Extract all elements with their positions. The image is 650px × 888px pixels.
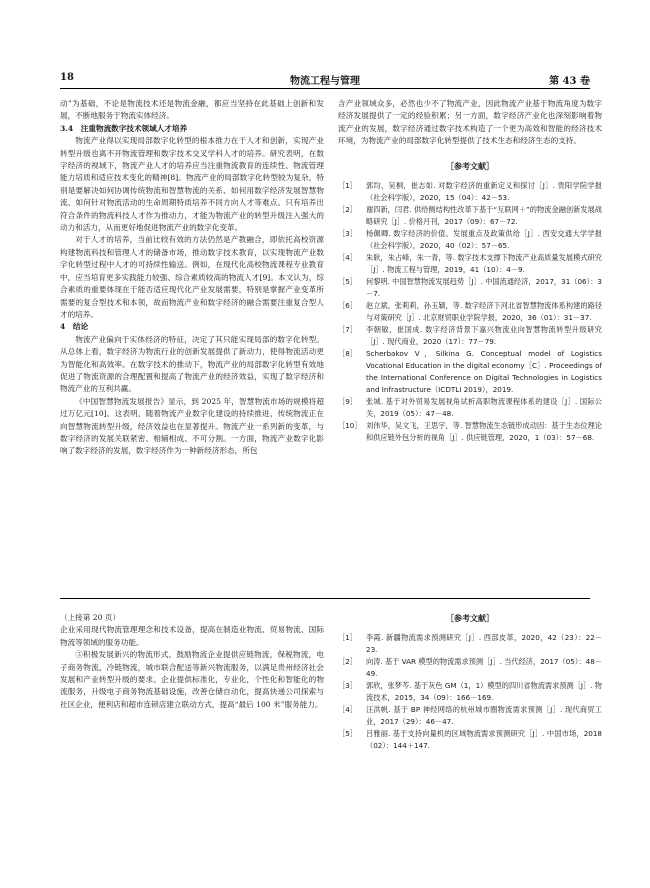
reference-item bbox=[338, 728, 602, 752]
reference-number: ［1］ bbox=[338, 181, 357, 191]
article-divider bbox=[60, 598, 590, 599]
reference-text: 朱耿，朱占峰，朱一青，等. 数字技术支撑下物流产业高质量发展模式研究［J］. 物流工程与管理，2019，41（10）：4－9. bbox=[366, 253, 602, 275]
reference-text: 吕雅丽. 基于支持向量机的区域物流需求预测研究［J］. 中国市场，2018（02）：144＋147. bbox=[366, 729, 602, 751]
reference-number: ［1］ bbox=[338, 633, 357, 643]
references-heading: ［参考文献］ bbox=[446, 613, 494, 623]
section-heading-3-4: 3.4 注重物流数字技术领域人才培养 bbox=[60, 123, 188, 133]
paragraph: 动”为基础，不论是物流技术还是物流金融，都应当坚持在此基础上创新和发展，不断地服务于物流实体经济。 bbox=[60, 99, 324, 121]
reference-item bbox=[338, 656, 602, 680]
reference-number: ［3］ bbox=[338, 229, 357, 239]
paragraph: 含产业领域众多，必然也少不了物流产业，因此物流产业基于物流角度为数字经济发展提供了一定的经验积累；另一方面，数字经济产业化也深刻影响着物流产业的发展，数字经济通过数字技术构造了一个更为高效和智能的经济技术环境，为物流产业的局部数字化转型提供了技术生态和经济生态的支持。 bbox=[338, 99, 602, 146]
reference-number: ［5］ bbox=[338, 729, 357, 739]
reference-item bbox=[338, 300, 602, 324]
reference-number: ［2］ bbox=[338, 657, 357, 667]
reference-text: 郭均，吴桐，崔志如. 对数字经济的重新定义和探讨［J］. 贵阳学院学报（社会科学版），2020，15（04）：42－53. bbox=[366, 181, 602, 203]
reference-item bbox=[338, 228, 602, 252]
reference-text: Scherbakov V，Silkina G. Conceptual model of Logistics Vocational Education in the digital economy［C］. Proceedings of the International Conference on Digital Technologies in Logistics and Infrastructure（ICDTLI 2019），2019. bbox=[366, 349, 602, 395]
reference-text: 张城. 基于对外贸易发展视角试析高职物流课程体系的建设［J］. 国际公关，2019（05）：47－48. bbox=[366, 397, 602, 419]
journal-title: 物流工程与管理 bbox=[290, 76, 360, 87]
reference-text: 李朝敏，崔国成. 数字经济背景下嘉兴物流业向智慧物流转型升级研究［J］. 现代商业，2020（17）：77－79. bbox=[366, 325, 602, 347]
references-list bbox=[338, 180, 602, 444]
reference-item bbox=[338, 680, 602, 704]
paragraph: 对于人才的培养，当前比较有效的方法仍然是产教融合，即依托高校资源构建物流科技和管理人才的储备市场，推动数字技术教育，以实现物流产业数字化转型过程中人才的可持续性输送。例如，在现代化高校物流课程专业教育中，应当培育更多实践能力较强、综合素质较高的物流人才[9]。本文认为，综合素质的重要体现在于能否适应现代化产业发展需要，特别是掌握产业变革所需要的复合型技术和本领，故而物流产业和数字经济的融合需要注重复合型人才的培养。 bbox=[60, 235, 324, 319]
paragraph: 《中国智慧物流发展报告》显示，到 2025 年，智慧物流市场的规模将超过万亿元[10]。这表明，随着物流产业数字化建设的持续推进，传统物流正在向智慧物流转型升级，经济效益也在显著提升。物流产业一系列新的变革，与数字经济的发展关联紧密、相辅相成、不可分割。一方面，物流产业数字化影响了数字经济的发展，数字经济作为一种新经济形态，所包 bbox=[60, 396, 324, 456]
reference-item bbox=[338, 252, 602, 276]
reference-text: 杨佩卿. 数字经济的价值、发展重点及政策供给［J］. 西安交通大学学报（社会科学版），2020，40（02）：57－65. bbox=[366, 229, 602, 251]
reference-number: ［9］ bbox=[338, 397, 357, 407]
reference-item bbox=[338, 276, 602, 300]
reference-number: ［8］ bbox=[338, 349, 357, 359]
page-number: 18 bbox=[60, 72, 74, 83]
reference-number: ［10］ bbox=[338, 421, 362, 431]
paragraph: ③积极发展新兴的物流形式。鼓励物流企业提供应链物流，保税物流，电子商务物流，冷链物流，城市联合配送等新兴物流服务，以满足贵州经济社会发展和产业转型升级的要求。企业提供标准化，专业化，个性化和智能化的物流服务，升级电子商务物流基础设施，改善仓储自动化，提高快递公司探索与社区企业，便利店和超市连锁店建立联动方式，提高“最后 100 米”服务能力。 bbox=[60, 650, 324, 709]
reference-item bbox=[338, 396, 602, 420]
reference-item bbox=[338, 420, 602, 444]
reference-text: 向涛. 基于 VAR 模型的物流需求预测［J］. 当代经济，2017（05）：48－49. bbox=[366, 657, 602, 679]
reference-item bbox=[338, 180, 602, 204]
bottom-left-column bbox=[60, 612, 324, 711]
continued-note: （上接第 20 页） bbox=[60, 613, 121, 622]
running-header bbox=[60, 72, 590, 89]
reference-item bbox=[338, 704, 602, 728]
reference-item bbox=[338, 348, 602, 396]
reference-number: ［3］ bbox=[338, 681, 357, 691]
reference-number: ［6］ bbox=[338, 301, 357, 311]
references-heading: ［参考文献］ bbox=[446, 160, 494, 171]
paragraph: 物流产业得以实现局部数字化转型的根本推力在于人才和创新，实现产业转型升级也离不开物流管理和数字技术交叉学科人才的培养。研究表明，在数字经济的视域下，物流产业人才的培养应当注重物流教育的连续性、物流管理能力培质和适应技术变化的精神[8]。物流产业的局部数字化转型较为复杂，特别是要解决如何协调传统物流和智慧物流的关系、如何用数字经济发展智慧物流、如何针对物流活动的生命周期特质培养不同方向人才等难点。只有培养出符合条件的物流科技人才作为推动力，才能为物流产业的转型升级注入强大的动力和活力，从而更好地促进物流产业的数字化变革。 bbox=[60, 136, 324, 233]
reference-number: ［7］ bbox=[338, 325, 357, 335]
section-heading-4: 4 结论 bbox=[60, 322, 89, 332]
top-right-column bbox=[338, 98, 602, 444]
volume-label: 第 43 卷 bbox=[549, 76, 590, 87]
paragraph: 企业采用现代物流管理理念和技术设备，提高在制造业物流、贸易物流、国际物流等领域的服务功能。 bbox=[60, 625, 324, 647]
reference-text: 李霞. 新疆物流需求预测研究［J］. 西部皮革，2020，42（23）：22－23. bbox=[366, 633, 602, 655]
reference-number: ［4］ bbox=[338, 705, 357, 715]
reference-text: 刘伟华，吴文飞，王思宇，等. 智慧物流生态链形成动因：基于生态位理论和供应链外包分析的视角［J］. 供应链管理，2020，1（03）：57－68. bbox=[366, 421, 602, 443]
references-list bbox=[338, 632, 602, 752]
reference-item bbox=[338, 632, 602, 656]
reference-text: 何黎明. 中国智慧物流发展趋势［J］. 中国流通经济，2017，31（06）：3－7. bbox=[366, 277, 602, 299]
reference-number: ［4］ bbox=[338, 253, 357, 263]
bottom-right-column bbox=[338, 612, 602, 752]
reference-item bbox=[338, 324, 602, 348]
reference-text: 郭欣，张梦芩. 基于灰色 GM（1，1）模型的四川省物流需求预测［J］. 物流技术，2015，34（09）：166－169. bbox=[366, 681, 602, 703]
reference-text: 汪洪帆. 基于 BP 神经网络的杭州城市圈物流需求预测［J］. 现代商贸工业，2017（29）：46－47. bbox=[366, 705, 602, 727]
paragraph: 物流产业偏向于实体经济的特征，决定了其只能实现局部的数字化转型。从总体上看，数字经济为物流行业的创新发展提供了新动力，使得物流活动更为智能化和高效率。在数字技术的推动下，物流产业的局部数字化转型有效地促进了物流资源的合理配置和提高了物流产业的经济效益，实现了数字经济和物流产业的互利共赢。 bbox=[60, 334, 324, 394]
reference-number: ［5］ bbox=[338, 277, 357, 287]
reference-number: ［2］ bbox=[338, 205, 357, 215]
top-left-column bbox=[60, 98, 324, 458]
reference-item bbox=[338, 204, 602, 228]
reference-text: 赵立斌，张莉莉，孙玉颖，等. 数字经济下河北省智慧物流体系构建的路径与对策研究［J］. 北京财贸职业学院学报，2020，36（01）：31－37. bbox=[366, 301, 602, 323]
reference-text: 谢四新，闫君. 供给侧结构性改革下基于“互联网＋”的物流金融创新发展战略研究［J］. 价格月刊，2017（09）：67－72. bbox=[366, 205, 602, 227]
